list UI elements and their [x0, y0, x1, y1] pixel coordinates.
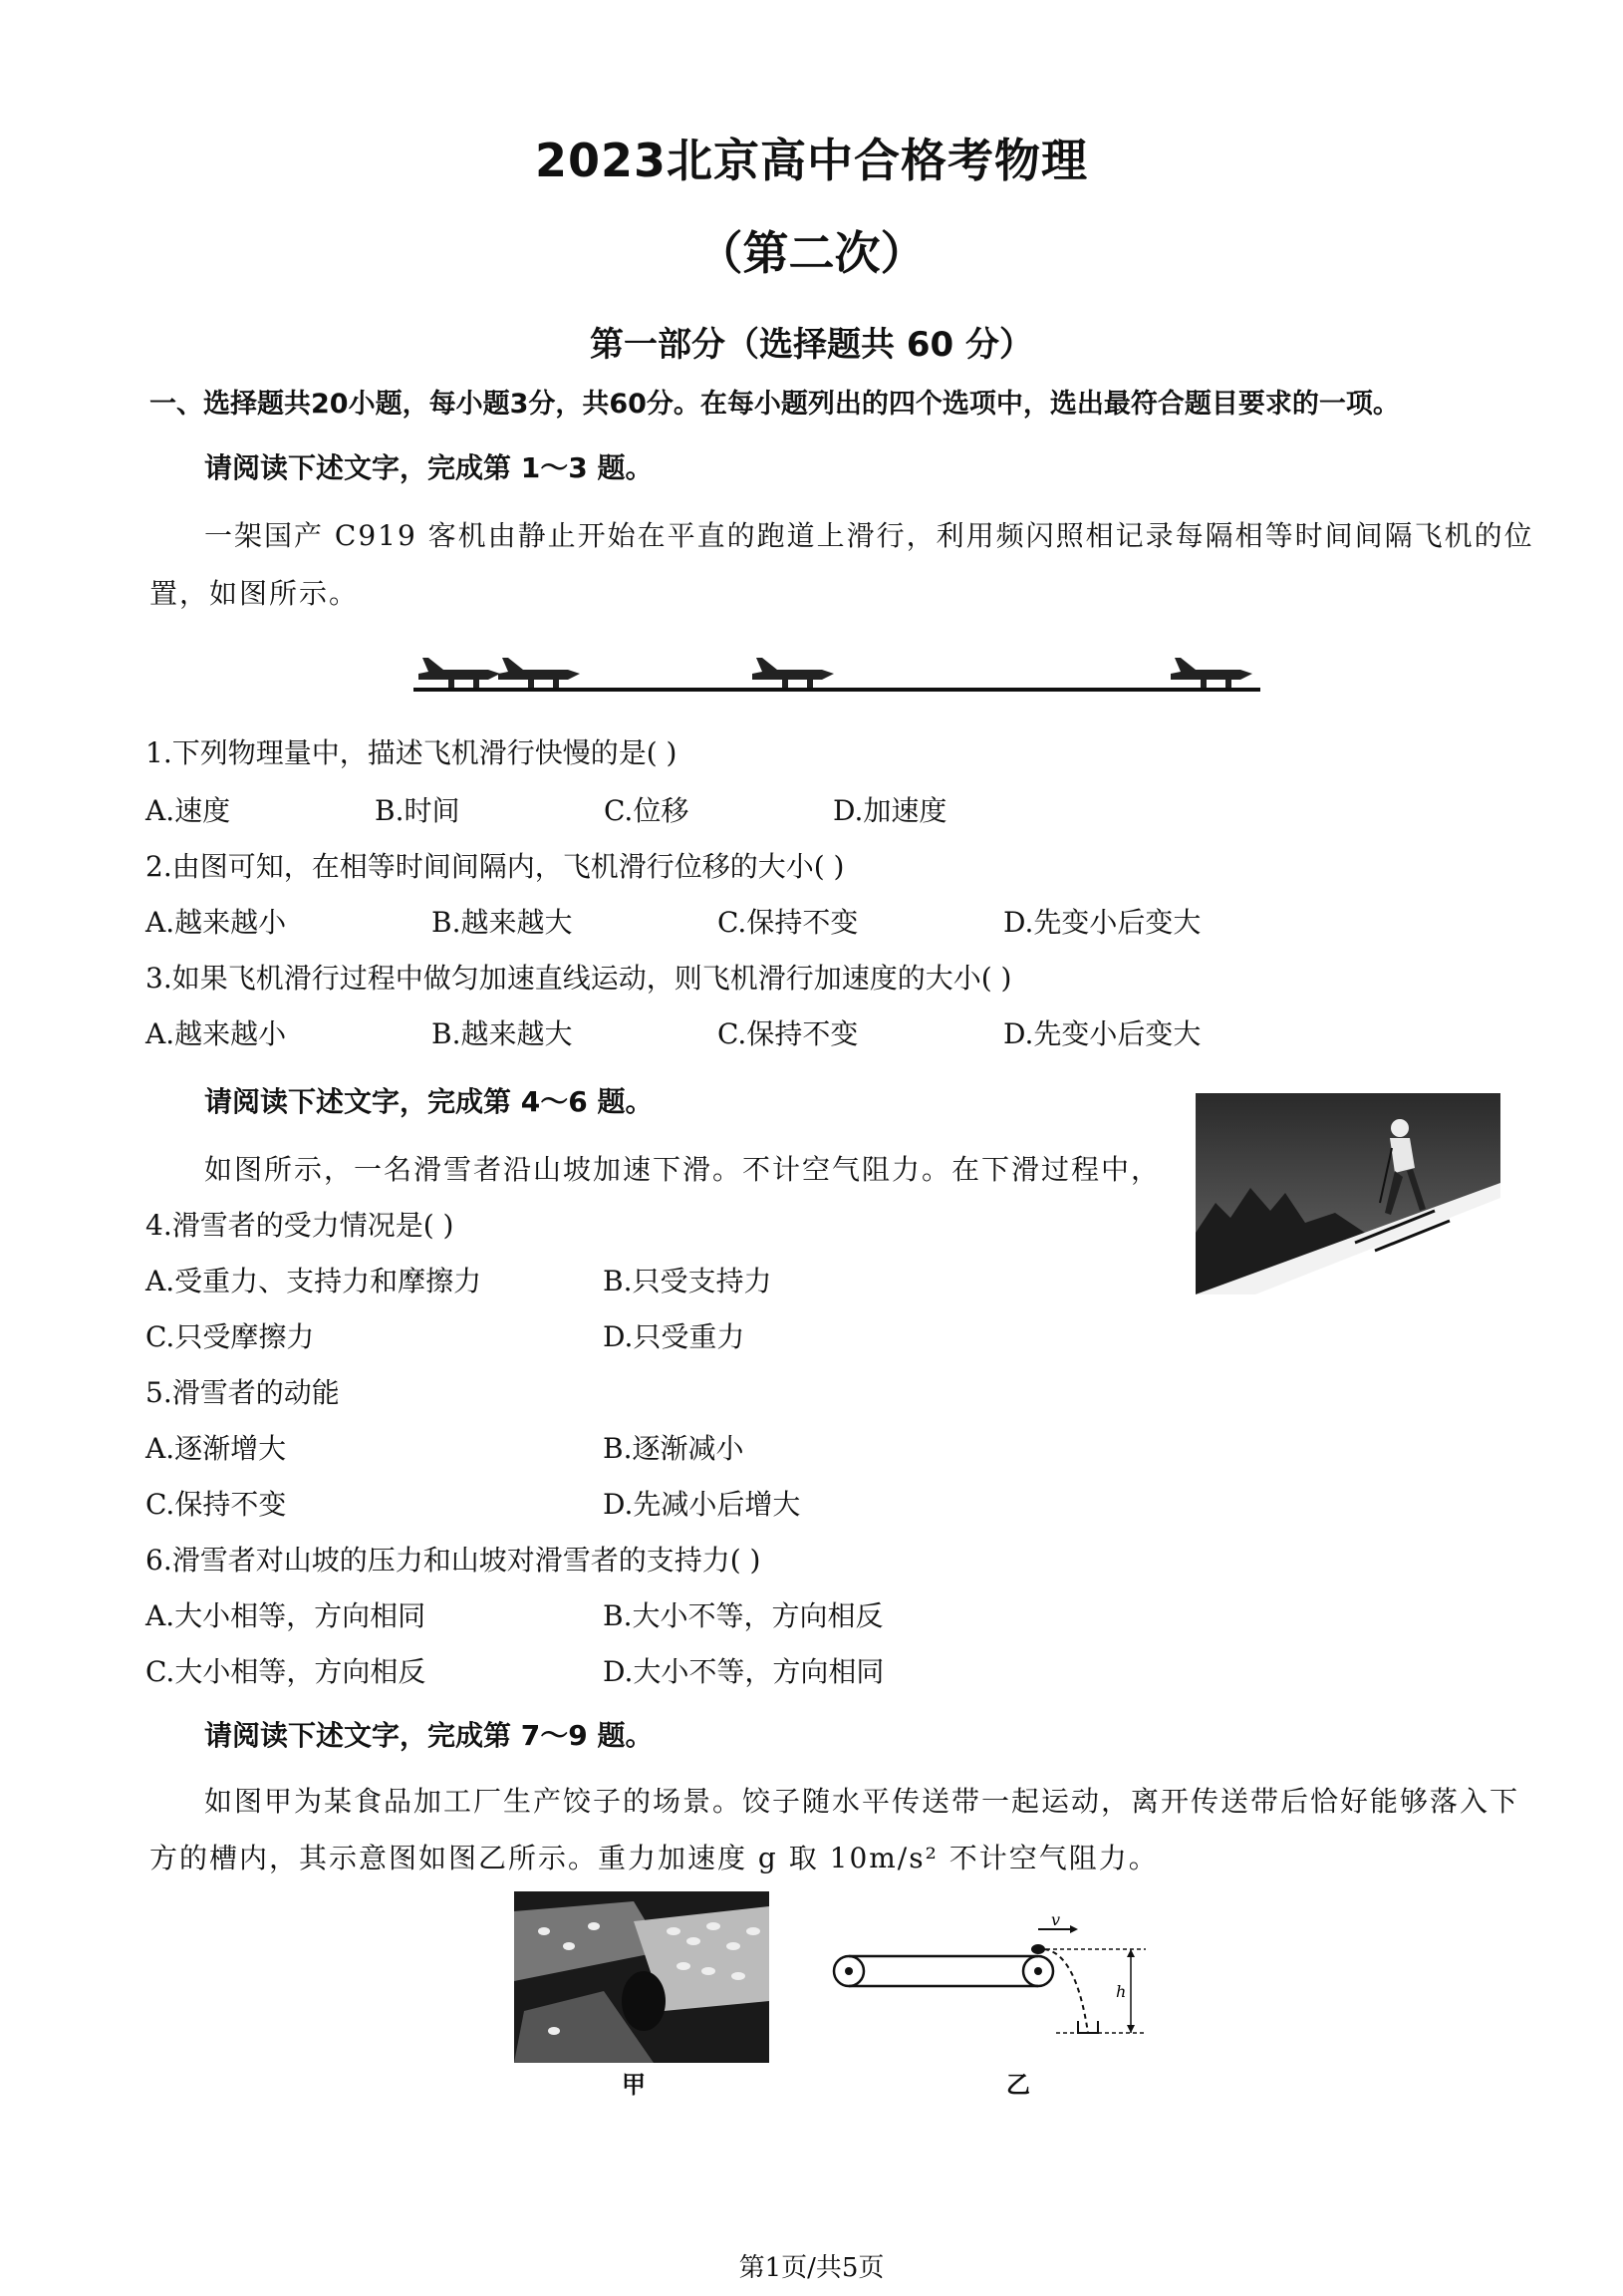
question-4-option-c[interactable]: C.只受摩擦力 — [145, 1320, 315, 1353]
section-instructions: 一、选择题共20小题，每小题3分，共60分。在每小题列出的四个选项中，选出最符合题目要求的一项。 — [149, 389, 1400, 420]
question-2-option-b[interactable]: B.越来越大 — [431, 906, 573, 939]
airplane-strobe-figure — [408, 648, 1275, 698]
question-3-option-a[interactable]: A.越来越小 — [145, 1017, 287, 1050]
question-5-option-a[interactable]: A.逐渐增大 — [145, 1432, 287, 1465]
part-heading: 第一部分（选择题共 60 分） — [590, 325, 1033, 365]
group1-passage-line2: 置，如图所示。 — [149, 577, 360, 610]
question-5-stem: 5.滑雪者的动能 — [145, 1376, 340, 1409]
group1-passage-line1: 一架国产 C919 客机由静止开始在平直的跑道上滑行，利用频闪照相记录每隔相等时间间隔飞机的位 — [204, 519, 1534, 552]
question-2-option-a[interactable]: A.越来越小 — [145, 906, 287, 939]
exam-title: 2023北京高中合格考物理 — [534, 134, 1089, 187]
question-3-option-b[interactable]: B.越来越大 — [431, 1017, 573, 1050]
question-3-option-c[interactable]: C.保持不变 — [717, 1017, 859, 1050]
question-6-option-b[interactable]: B.大小不等，方向相反 — [603, 1599, 884, 1632]
height-label: h — [1116, 1982, 1127, 2001]
question-5-option-b[interactable]: B.逐渐减小 — [603, 1432, 744, 1465]
figure-jia-label: 甲 — [622, 2071, 646, 2099]
question-4-stem: 4.滑雪者的受力情况是( ) — [145, 1209, 454, 1242]
question-2-option-d[interactable]: D.先变小后变大 — [1003, 906, 1202, 939]
velocity-label: v — [1051, 1913, 1061, 1929]
question-2-option-c[interactable]: C.保持不变 — [717, 906, 859, 939]
group2-passage: 如图所示，一名滑雪者沿山坡加速下滑。不计空气阻力。在下滑过程中， — [204, 1153, 1162, 1186]
exam-subtitle: （第二次） — [696, 226, 927, 280]
question-4-option-a[interactable]: A.受重力、支持力和摩擦力 — [145, 1265, 482, 1297]
dumpling-photo — [514, 1891, 769, 2063]
question-1-option-a[interactable]: A.速度 — [145, 794, 231, 827]
conveyor-diagram — [827, 1913, 1166, 2053]
skier-photo — [1196, 1093, 1500, 1294]
question-1-option-c[interactable]: C.位移 — [604, 794, 689, 827]
group3-intro: 请阅读下述文字，完成第 7～9 题。 — [204, 1719, 654, 1752]
question-2-stem: 2.由图可知，在相等时间间隔内，飞机滑行位移的大小( ) — [145, 850, 845, 883]
group3-passage-line1: 如图甲为某食品加工厂生产饺子的场景。饺子随水平传送带一起运动，离开传送带后恰好能够落入下 — [204, 1785, 1520, 1818]
group1-intro: 请阅读下述文字，完成第 1～3 题。 — [204, 451, 654, 484]
question-6-option-a[interactable]: A.大小相等，方向相同 — [145, 1599, 426, 1632]
airplane-icon — [418, 658, 500, 688]
group3-passage-line2: 方的槽内，其示意图如图乙所示。重力加速度 g 取 10m/s² 不计空气阻力。 — [149, 1842, 1159, 1874]
question-5-option-d[interactable]: D.先减小后增大 — [603, 1488, 801, 1521]
figure-yi-label: 乙 — [1006, 2071, 1030, 2099]
question-6-option-d[interactable]: D.大小不等，方向相同 — [603, 1655, 885, 1688]
page-footer: 第1页/共5页 — [738, 2253, 885, 2283]
airplane-icon — [1171, 658, 1252, 688]
question-3-stem: 3.如果飞机滑行过程中做匀加速直线运动，则飞机滑行加速度的大小( ) — [145, 962, 1012, 995]
question-1-option-d[interactable]: D.加速度 — [833, 794, 947, 827]
question-4-option-d[interactable]: D.只受重力 — [603, 1320, 745, 1353]
question-1-option-b[interactable]: B.时间 — [375, 794, 460, 827]
dumpling-dot — [1031, 1944, 1045, 1954]
airplane-icon — [498, 658, 580, 688]
question-4-option-b[interactable]: B.只受支持力 — [603, 1265, 772, 1297]
question-5-option-c[interactable]: C.保持不变 — [145, 1488, 287, 1521]
group2-intro: 请阅读下述文字，完成第 4～6 题。 — [204, 1085, 654, 1118]
question-1-stem: 1.下列物理量中，描述飞机滑行快慢的是( ) — [145, 736, 677, 769]
question-6-option-c[interactable]: C.大小相等，方向相反 — [145, 1655, 426, 1688]
question-6-stem: 6.滑雪者对山坡的压力和山坡对滑雪者的支持力( ) — [145, 1544, 761, 1577]
question-3-option-d[interactable]: D.先变小后变大 — [1003, 1017, 1202, 1050]
airplane-icon — [752, 658, 834, 688]
